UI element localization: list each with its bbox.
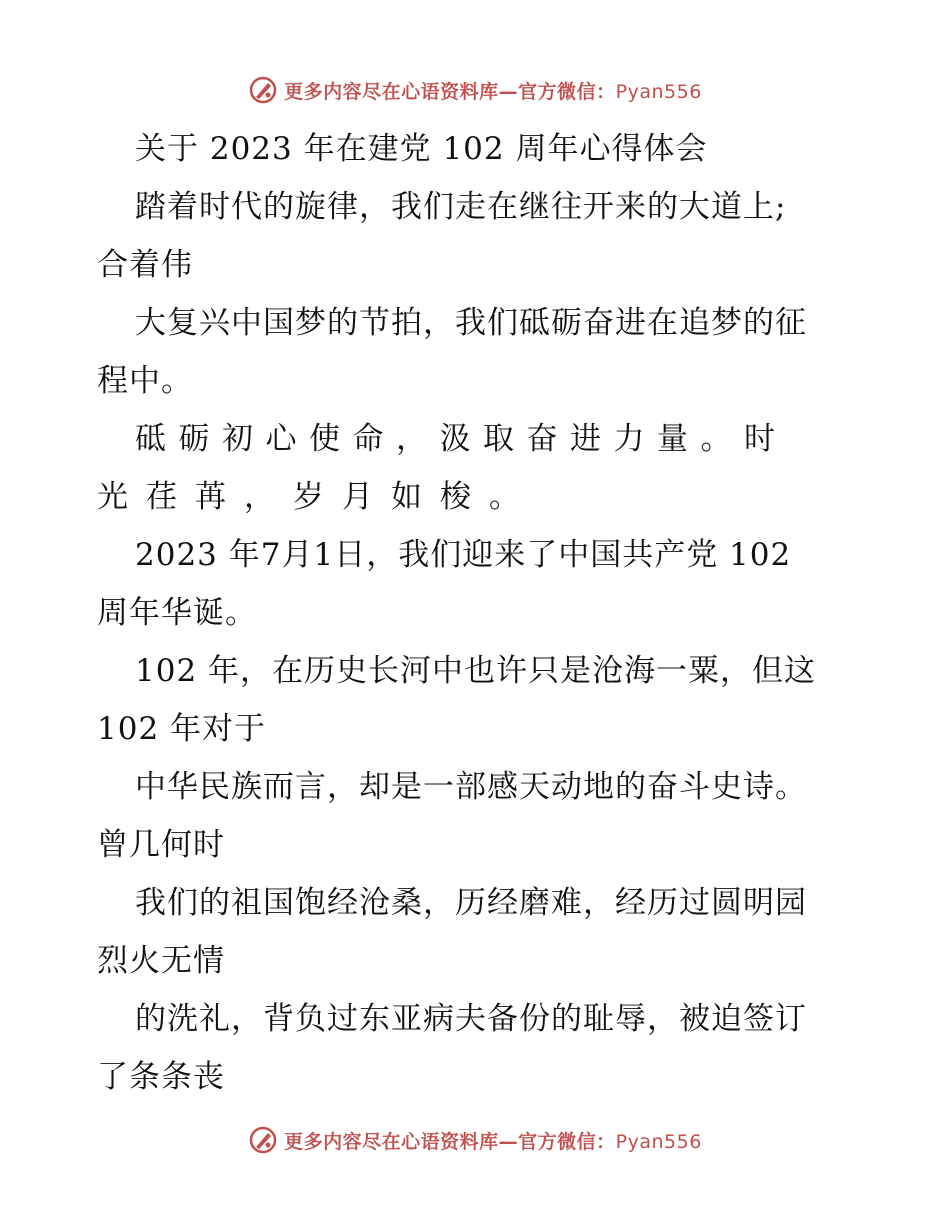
paragraph-line: 我们的祖国饱经沧桑，历经磨难，经历过圆明园 xyxy=(135,885,807,921)
wechat-id: Pyan556 xyxy=(615,80,702,103)
pen-nib-circle-icon xyxy=(248,75,278,105)
paragraph-line: 中华民族而言，却是一部感天动地的奋斗史诗。 xyxy=(135,769,807,805)
paragraph-line: 烈火无情 xyxy=(97,943,225,979)
paragraph-line: 102 年对于 xyxy=(97,711,267,747)
paragraph-line: 了条条丧 xyxy=(97,1059,225,1095)
paragraph-line: 102 年，在历史长河中也许只是沧海一粟，但这 xyxy=(135,653,817,689)
paragraph-line: 大复兴中国梦的节拍，我们砥砺奋进在追梦的征 xyxy=(135,305,807,341)
paragraph-line: 周年华诞。 xyxy=(97,595,257,631)
document-title: 关于 2023 年在建党 102 周年心得体会 xyxy=(135,131,708,167)
paragraph-line: 踏着时代的旋律，我们走在继往开来的大道上; xyxy=(135,189,787,225)
pen-nib-circle-icon xyxy=(248,1125,278,1155)
paragraph-line: 的洗礼，背负过东亚病夫备份的耻辱，被迫签订 xyxy=(135,1001,807,1037)
paragraph-line: 程中。 xyxy=(97,363,193,399)
watermark-text: 更多内容尽在心语资料库—官方微信：Pyan556 xyxy=(284,1130,702,1153)
paragraph-line: 合着伟 xyxy=(97,247,193,283)
watermark-text: 更多内容尽在心语资料库—官方微信：Pyan556 xyxy=(284,80,702,103)
paragraph-line: 光荏苒，岁月如梭。 xyxy=(97,479,538,515)
document-body xyxy=(97,120,857,1106)
header-watermark-banner xyxy=(0,72,950,108)
wechat-id: Pyan556 xyxy=(615,1130,702,1153)
footer-watermark-banner xyxy=(0,1122,950,1158)
paragraph-line: 砥砺初心使命，汲取奋进力量。时 xyxy=(135,421,788,457)
paragraph-line: 曾几何时 xyxy=(97,827,225,863)
paragraph-line: 2023 年7月1日，我们迎来了中国共产党 102 xyxy=(135,537,792,573)
